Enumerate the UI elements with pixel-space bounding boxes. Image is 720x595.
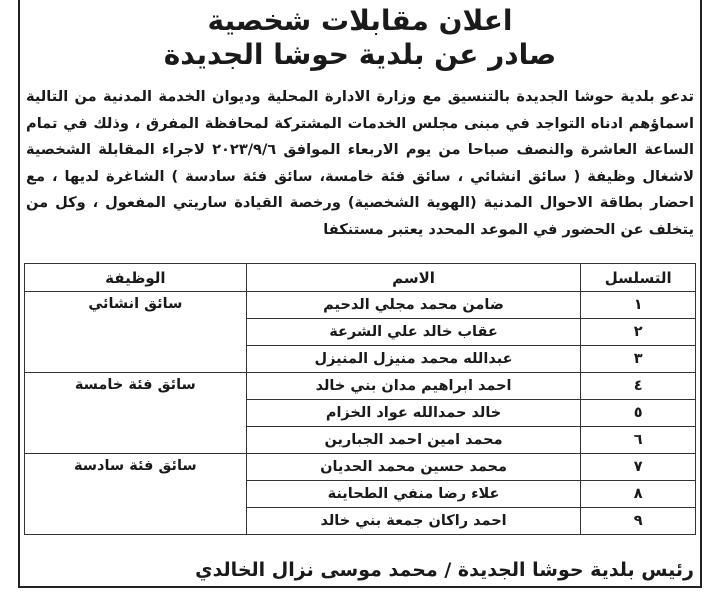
name-cell: محمد حسين محمد الحديان bbox=[246, 454, 581, 481]
name-cell: محمد امين احمد الجبارين bbox=[246, 427, 581, 454]
name-cell: علاء رضا منفي الطحاينة bbox=[246, 481, 581, 508]
job-cell: سائق فئة سادسة bbox=[25, 454, 247, 535]
header-serial: التسلسل bbox=[581, 264, 696, 292]
name-cell: خالد حمدالله عواد الخزام bbox=[246, 400, 581, 427]
serial-cell: ١ bbox=[581, 292, 696, 319]
table-header-row bbox=[25, 264, 696, 292]
serial-cell: ٨ bbox=[581, 481, 696, 508]
name-cell: احمد راكان جمعة بني خالد bbox=[246, 508, 581, 535]
serial-cell: ٧ bbox=[581, 454, 696, 481]
table-row bbox=[25, 454, 696, 481]
announcement-title: اعلان مقابلات شخصية bbox=[207, 4, 513, 37]
signature-line: رئيس بلدية حوشا الجديدة / محمد موسى نزال الخالدي bbox=[195, 559, 694, 581]
serial-cell: ٥ bbox=[581, 400, 696, 427]
header-job: الوظيفة bbox=[25, 264, 247, 292]
job-cell: سائق فئة خامسة bbox=[25, 373, 247, 454]
name-cell: عقاب خالد علي الشرعة bbox=[246, 319, 581, 346]
name-cell: ضامن محمد مجلي الدحيم bbox=[246, 292, 581, 319]
table-row bbox=[25, 373, 696, 400]
serial-cell: ٤ bbox=[581, 373, 696, 400]
candidates-table bbox=[24, 263, 696, 535]
header-name: الاسم bbox=[246, 264, 581, 292]
announcement-subtitle: صادر عن بلدية حوشا الجديدة bbox=[163, 38, 557, 71]
serial-cell: ٩ bbox=[581, 508, 696, 535]
serial-cell: ٣ bbox=[581, 346, 696, 373]
serial-cell: ٦ bbox=[581, 427, 696, 454]
announcement-body: تدعو بلدية حوشا الجديدة بالتنسيق مع وزارة الادارة المحلية وديوان الخدمة المدنية من التالية اسماؤهم ادناه التواجد في مبنى مجلس الخدمات المشتركة لمحافظة المفرق ، وذلك في تمام الساعة العاشرة والنصف صباحا من يوم الاربعاء الموافق ٢٠٢٣/٩/٦ لاجراء المقابلة الشخصية لاشغال وظيفة ( سائق انشائي ، سائق فئة خامسة، سائق فئة سادسة ) الشاغرة لديها ، مع احضار بطاقة الاحوال المدنية (الهوية الشخصية) ورخصة القيادة ساريتي المفعول ، وكل من يتخلف عن الحضور في الموعد المحدد يعتبر مستنكفا bbox=[26, 88, 694, 238]
serial-cell: ٢ bbox=[581, 319, 696, 346]
name-cell: عبدالله محمد منيزل المنيزل bbox=[246, 346, 581, 373]
name-cell: احمد ابراهيم مدان بني خالد bbox=[246, 373, 581, 400]
job-cell: سائق انشائي bbox=[25, 292, 247, 373]
table-row bbox=[25, 292, 696, 319]
